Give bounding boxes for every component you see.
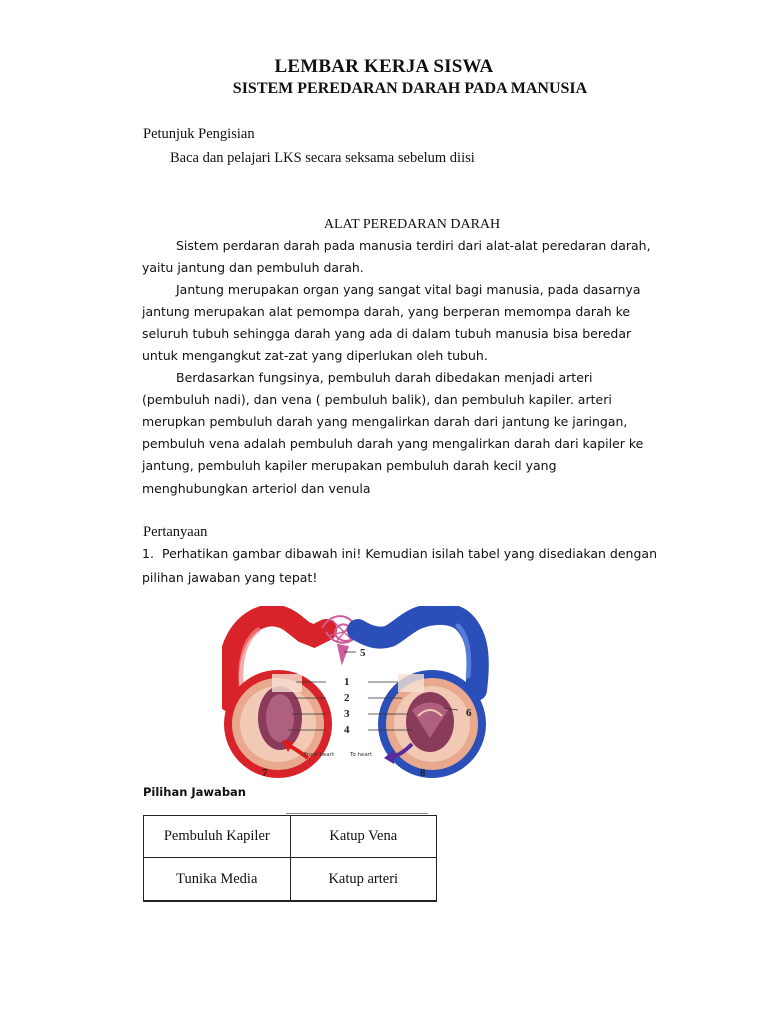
diagram-label-2: 2 bbox=[344, 692, 350, 704]
paragraph-line: seluruh tubuh sehingga darah yang ada di dalam tubuh manusia bisa beredar bbox=[142, 326, 632, 341]
page-subtitle: SISTEM PEREDARAN DARAH PADA MANUSIA bbox=[232, 80, 588, 97]
diagram-label-8: 8 bbox=[420, 767, 426, 779]
table-row bbox=[144, 816, 437, 858]
paragraph-line: merupkan pembuluh darah yang mengalirkan darah dari jantung ke jaringan, bbox=[142, 414, 628, 429]
page-title: LEMBAR KERJA SISWA bbox=[274, 56, 494, 77]
table-row bbox=[144, 858, 437, 901]
paragraph-line: Berdasarkan fungsinya, pembuluh darah dibedakan menjadi arteri bbox=[176, 370, 593, 385]
answer-cell: Pembuluh Kapiler bbox=[144, 816, 291, 858]
paragraph-line: menghubungkan arteriol dan venula bbox=[142, 481, 371, 496]
vein-cross-section bbox=[378, 670, 486, 778]
diagram-label-4: 4 bbox=[344, 724, 350, 736]
section-heading: ALAT PEREDARAN DARAH bbox=[323, 217, 501, 232]
answer-cell: Katup arteri bbox=[290, 858, 436, 901]
answers-heading: Pilihan Jawaban bbox=[143, 785, 246, 799]
paragraph-line: jantung, pembuluh kapiler merupakan pembuluh darah kecil yang bbox=[142, 458, 557, 473]
question-text: Perhatikan gambar dibawah ini! Kemudian isilah tabel yang disediakan dengan bbox=[162, 546, 657, 561]
answer-cell: Tunika Media bbox=[144, 858, 291, 901]
instructions-heading: Petunjuk Pengisian bbox=[143, 126, 255, 142]
instructions-text: Baca dan pelajari LKS secara seksama sebelum diisi bbox=[170, 150, 475, 166]
paragraph-line: yaitu jantung dan pembuluh darah. bbox=[142, 260, 364, 275]
to-heart-label: To heart bbox=[350, 752, 373, 758]
answer-cell: Katup Vena bbox=[290, 816, 436, 858]
diagram-label-3: 3 bbox=[344, 708, 350, 720]
paragraph-line: Jantung merupakan organ yang sangat vital bagi manusia, pada dasarnya bbox=[176, 282, 641, 297]
diagram-label-5: 5 bbox=[360, 647, 366, 659]
blood-vessel-diagram bbox=[222, 606, 492, 784]
answer-choices-table bbox=[143, 815, 437, 902]
artery-cross-section bbox=[224, 670, 332, 778]
table-top-line bbox=[286, 813, 428, 814]
question-number: 1. bbox=[142, 546, 154, 561]
questions-heading: Pertanyaan bbox=[143, 524, 208, 540]
paragraph-line: untuk mengangkut zat-zat yang diperlukan oleh tubuh. bbox=[142, 348, 488, 363]
question-text: pilihan jawaban yang tepat! bbox=[142, 570, 318, 585]
paragraph-line: pembuluh vena adalah pembuluh darah yang mengalirkan darah dari kapiler ke bbox=[142, 436, 644, 451]
diagram-label-7: 7 bbox=[262, 767, 268, 779]
diagram-label-1: 1 bbox=[344, 676, 350, 688]
from-heart-label: From heart bbox=[304, 752, 335, 758]
paragraph-line: (pembuluh nadi), dan vena ( pembuluh balik), dan pembuluh kapiler. arteri bbox=[142, 392, 612, 407]
diagram-label-6: 6 bbox=[466, 707, 472, 719]
paragraph-line: Sistem perdaran darah pada manusia terdiri dari alat-alat peredaran darah, bbox=[176, 238, 651, 253]
paragraph-line: jantung merupakan alat pemompa darah, yang berperan memompa darah ke bbox=[142, 304, 631, 319]
